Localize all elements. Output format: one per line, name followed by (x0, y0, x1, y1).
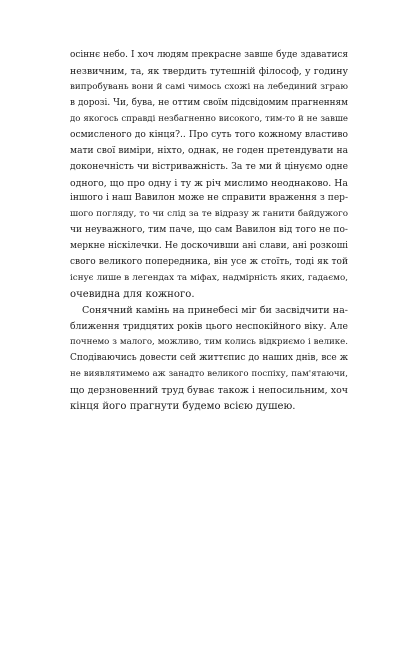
text-line: не виявлятимемо аж занадто великого поспіху, пам'ятаючи, (70, 368, 348, 379)
text-line: існує лише в легендах та міфах, надмірність яких, гадаємо, (70, 273, 348, 284)
text-line: Сподіваючись довести сей життєпис до наших днів, все ж (70, 352, 348, 363)
text-line: доконечність чи вістриважність. За те ми й цінуємо одне (70, 161, 348, 172)
text-line: ближення тридцятих років цього неспокійного віку. Але (70, 320, 348, 332)
text-line: одного, що про одну і ту ж річ мислимо неоднаково. На (70, 177, 348, 189)
paragraph-1 (70, 48, 348, 303)
text-line: осмисленого до кінця?.. Про суть того кожному властиво (70, 129, 348, 140)
text-line: свого великого попередника, він усе ж стоїть, тоді як той (70, 257, 348, 268)
text-line: осіннє небо. І хоч людям прекрасне завше буде здаватися (70, 50, 348, 60)
text-line: іншого і наш Вавилон може не справити враження з пер- (70, 193, 348, 204)
text-line: Сонячний камінь на принебесі міг би засвідчити на- (82, 305, 348, 316)
text-line: чи неуважного, тим паче, що сам Вавилон від того не по- (70, 225, 348, 236)
text-line: мати свої виміри, ніхто, однак, не годен претендувати на (70, 145, 348, 156)
body-text (70, 48, 348, 415)
text-line: очевидна для кожного. (70, 289, 195, 301)
paragraph-2 (70, 303, 348, 415)
text-line: до якогось справді незбагненно високого, тим-то й не завше (70, 113, 348, 124)
text-line: меркне ніскілечки. Не доскочивши ані слави, ані розкоші (70, 241, 348, 252)
text-line: шого погляду, то чи слід за те відразу ж ганити байдужого (70, 209, 348, 220)
text-line: випробувань вони й самі чимось схожі на лебединий зграю (70, 81, 348, 92)
text-line: в дорозі. Чи, бува, не оттим своїм підсвідомим прагненням (70, 97, 348, 108)
text-line: почнемо з малого, можливо, тим колись відкриємо і велике. (70, 336, 348, 347)
text-line: незвичним, та, як твердить тутешній філософ, у годину (70, 65, 348, 77)
text-line: кінця його прагнути будемо всією душею. (70, 400, 296, 412)
text-line: що дерзновенний труд буває також і непосильним, хоч (70, 384, 348, 396)
